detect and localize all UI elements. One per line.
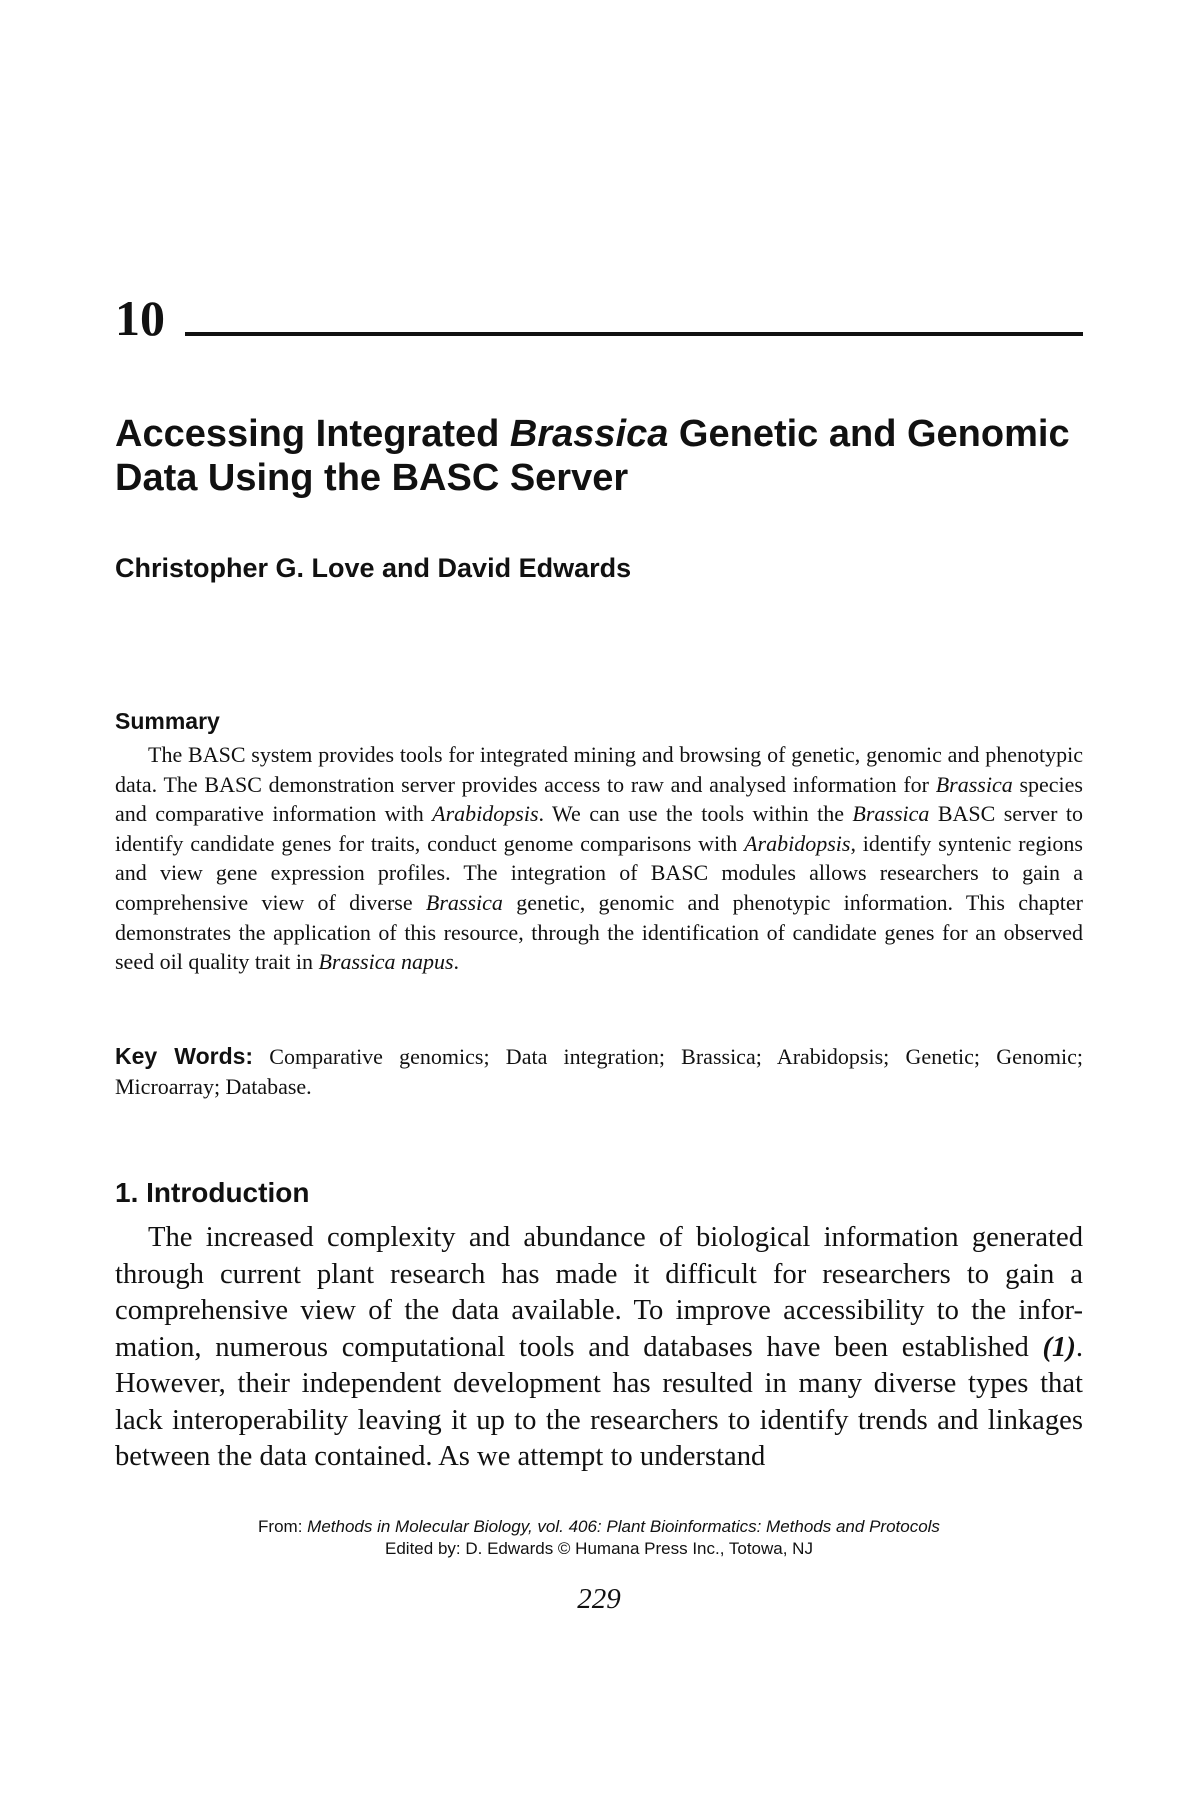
keywords-text: Comparative genomics; Data integration; Brassica; Arabidopsis; Genetic; Genomic; Microarray; Database. [115,1044,1083,1099]
intro-text-part-1: The increased complexity and abundance of biological information generated through current plant research has made it difficult for researchers to gain a comprehensive view of the data available. To improve accessibility to the infor-mation, numerous computational tools and databases have been established [115,1222,1083,1363]
footer-edited-by: Edited by: D. Edwards © Humana Press Inc., Totowa, NJ [385,1539,813,1558]
summary-italic-term: Brassica [935,771,1013,797]
chapter-title [115,412,1083,500]
footer-source-line [115,1516,1083,1538]
title-genus: Brassica [509,413,669,455]
introduction-paragraph [115,1220,1083,1476]
summary-text-segment: species and comparative information with [115,771,1083,827]
summary-text-segment: genetic, genomic and phenotypic information. This chapter demonstrates the application of this resource, through the identification of candidate genes for an observed seed oil quality trait in [115,889,1083,975]
summary-italic-term: Brassica [425,889,503,915]
footer-from-label: From: [258,1517,308,1536]
keywords [115,1042,1083,1101]
intro-text-part-2: . However, their independent development has resulted in many diverse types that lack interoperability leaving it up to the researchers to identify trends and linkages between the data contained. As we attempt to understand [115,1331,1083,1472]
keywords-label: Key Words: [115,1043,254,1069]
page-number: 229 [577,1583,621,1615]
authors: Christopher G. Love and David Edwards [115,553,632,583]
summary-text-segment: , identify syntenic regions and view gene expression profiles. The integration of BASC modules allows researchers to gain a comprehensive view of diverse [115,830,1083,915]
page-footer [115,1516,1083,1560]
summary-text-segment: The BASC system provides tools for integrated mining and browsing of genetic, genomic and phenotypic data. The BASC demonstration server provides access to raw and analysed information for [115,742,1083,797]
summary-heading: Summary [115,708,220,734]
introduction-heading: 1. Introduction [115,1177,310,1208]
chapter-rule [185,332,1083,336]
footer-source: Methods in Molecular Biology, vol. 406: Plant Bioinformatics: Methods and Protocols [307,1517,940,1536]
chapter-header [115,288,1083,348]
summary-paragraph [115,740,1083,977]
summary-text-segment: BASC server to identify candidate genes for traits, conduct genome comparisons with [115,801,1084,856]
chapter-number: 10 [115,290,165,346]
summary-italic-term: Brassica napus [318,949,454,975]
title-part-2: Genetic and Genomic Data Using the BASC Server [115,413,1070,499]
summary-italic-term: Arabidopsis [744,830,851,856]
summary-italic-term: Brassica [852,801,930,827]
title-part-1: Accessing Integrated [115,413,510,455]
summary-italic-term: Arabidopsis [432,801,539,827]
summary-text-segment: . [453,949,460,975]
summary-text-segment: . We can use the tools within the [538,801,853,827]
citation-reference: (1) [1042,1331,1076,1363]
